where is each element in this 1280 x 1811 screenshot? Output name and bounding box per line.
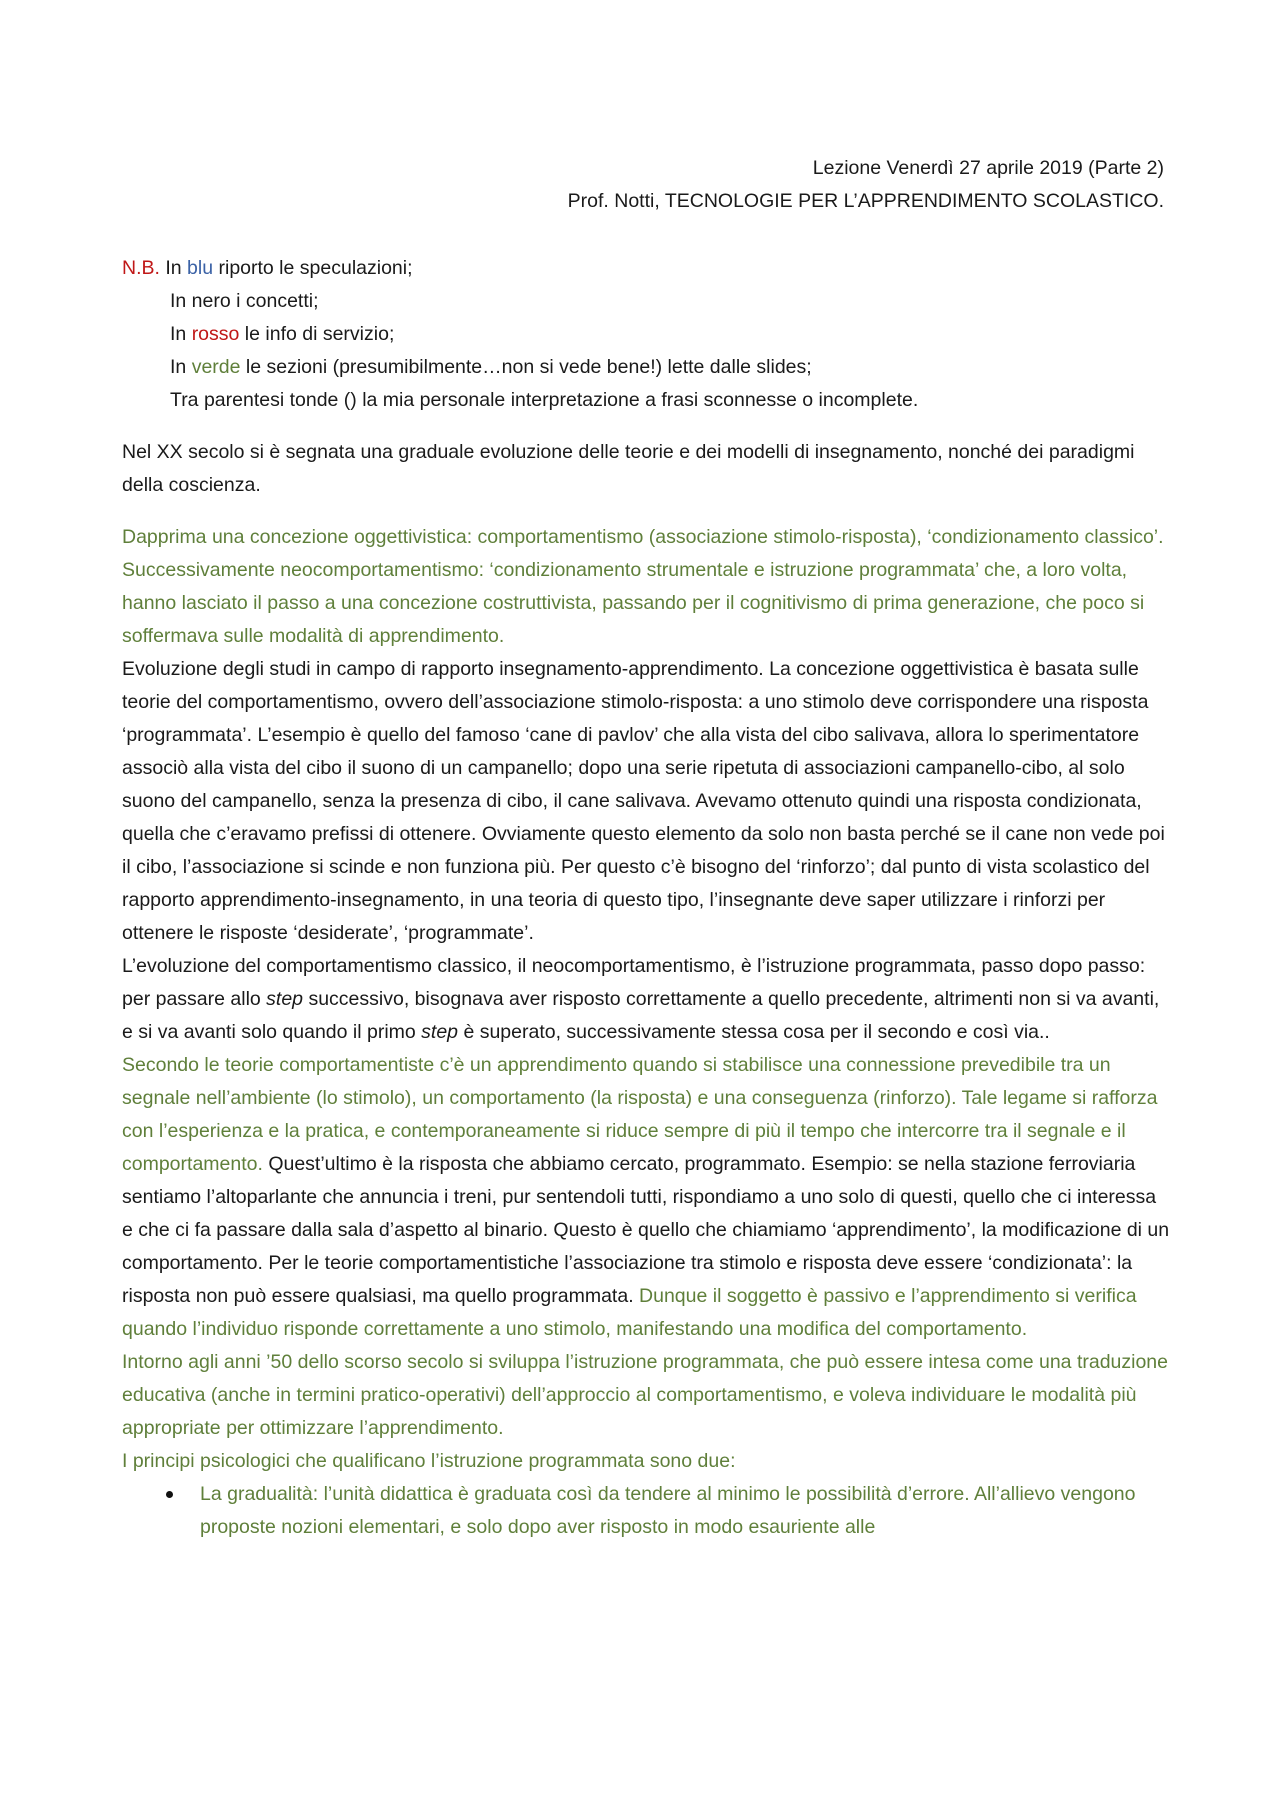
legend-line-black: In nero i concetti; [170, 290, 319, 312]
text-run-green: Dunque il soggetto è passivo e l’apprendimento si verifica quando l’individuo risponde correttamente a uno stimolo, manifestando una modifica del comportamento. [122, 1285, 1137, 1340]
principles-list [122, 1478, 1172, 1544]
list-item-text: La gradualità: l’unità didattica è graduata così da tendere al minimo le possibilità d’errore. All’allievo vengono proposte nozioni elementari, e solo dopo aver risposto in modo esauriente alle [200, 1483, 1136, 1538]
document-body [122, 252, 1172, 1544]
text-run: L’evoluzione del comportamentismo classico, il neocomportamentismo, è l’istruzione programmata, passo dopo passo: per passare allo [122, 955, 1146, 1010]
paragraph-oggettivistica: Dapprima una concezione oggettivistica: comportamentismo (associazione stimolo-risposta), ‘condizionamento classico’. Successivamente neocomportamentismo: ‘condizionamento strumentale e istruzione programmata’ che, a loro volta, hanno lasciato il passo a una concezione costruttivista, passando per il cognitivismo di prima generazione, che poco si soffermava sulle modalità di apprendimento. [122, 526, 1164, 647]
legend-line-parentheses: Tra parentesi tonde () la mia personale interpretazione a frasi sconnesse o incomplete. [170, 389, 919, 411]
paragraph-principi: I principi psicologici che qualificano l’istruzione programmata sono due: [122, 1450, 736, 1472]
legend-color-blue: blu [187, 257, 214, 279]
step-term: step [266, 988, 304, 1010]
legend-text: In [170, 323, 192, 345]
list-item [122, 1478, 1172, 1544]
legend-line-red [122, 318, 1172, 351]
legend-color-red: rosso [191, 323, 240, 345]
legend-text: In [159, 257, 188, 279]
legend-notes [122, 252, 1172, 417]
legend-text: le info di servizio; [239, 323, 395, 345]
text-run-green: Secondo le teorie comportamentiste c’è un apprendimento quando si stabilisce una connessione prevedibile tra un segnale nell’ambiente (lo stimolo), un comportamento (la risposta) e una conseguenza (rinforzo). Tale legame si rafforza con l’esperienza e la pratica, e contemporaneamente si riduce sempre di più il tempo che intercorre tra il segnale e il comportamento. [122, 1054, 1158, 1175]
text-run: successivo, bisognava aver risposto correttamente a quello precedente, altrimenti non si va avanti, e si va avanti solo quando il primo [122, 988, 1160, 1043]
legend-text: In [170, 356, 192, 378]
text-run: Quest’ultimo è la risposta che abbiamo cercato, programmato. Esempio: se nella stazione ferroviaria sentiamo l’altoparlante che annuncia i treni, pur sentendoli tutti, rispondiamo a uno solo di questi, quello che ci interessa e che ci fa passare dalla sala d’aspetto al binario. Questo è quello che chiamiamo ‘apprendimento’, la modificazione di un comportamento. Per le teorie comportamentistiche l’associazione tra stimolo e risposta deve essere ‘condizionata’: la risposta non può essere qualsiasi, ma quello programmata. [122, 1153, 1170, 1307]
legend-color-green: verde [191, 356, 241, 378]
paragraph-istruzione-programmata: Intorno agli anni ’50 dello scorso secolo si sviluppa l’istruzione programmata, che può essere intesa come una traduzione educativa (anche in termini pratico-operativi) dell’approccio al comportamentismo, e voleva individuare le modalità più appropriate per ottimizzare l’apprendimento. [122, 1351, 1169, 1439]
legend-text: riporto le speculazioni; [213, 257, 413, 279]
text-run: è superato, successivamente stessa cosa per il secondo e così via.. [458, 1021, 1050, 1043]
legend-line-blue [122, 252, 1172, 285]
paragraph-pavlov: Evoluzione degli studi in campo di rapporto insegnamento-apprendimento. La concezione oggettivistica è basata sulle teorie del comportamentismo, ovvero dell’associazione stimolo-risposta: a uno stimolo deve corrispondere una risposta ‘programmata’. L’esempio è quello del famoso ‘cane di pavlov’ che alla vista del cibo salivava, allora lo sperimentatore associò alla vista del cibo il suono di un campanello; dopo una serie ripetuta di associazioni campanello-cibo, al solo suono del campanello, senza la presenza di cibo, il cane salivava. Avevamo ottenuto quindi una risposta condizionata, quella che c’eravamo prefissi di ottenere. Ovviamente questo elemento da solo non basta perché se il cane non vede poi il cibo, l’associazione si scinde e non funziona più. Per questo c’è bisogno del ‘rinforzo’; dal punto di vista scolastico del rapporto apprendimento-insegnamento, in una teoria di questo tipo, l’insegnante deve saper utilizzare i rinforzi per ottenere le risposte ‘desiderate’, ‘programmate’. [122, 658, 1165, 944]
lesson-date-line: Lezione Venerdì 27 aprile 2019 (Parte 2) [812, 157, 1164, 179]
intro-paragraph: Nel XX secolo si è segnata una graduale evoluzione delle teorie e dei modelli di insegnamento, nonché dei paradigmi della coscienza. [122, 441, 1135, 496]
main-text-block [122, 521, 1172, 1544]
paragraph-teorie-comportamentiste [122, 1049, 1172, 1346]
legend-text: le sezioni (presumibilmente…non si vede bene!) lette dalle slides; [240, 356, 812, 378]
step-term: step [421, 1021, 459, 1043]
nb-label: N.B. [122, 257, 160, 279]
lesson-header [568, 152, 1164, 218]
legend-line-green [122, 351, 1172, 384]
bullet-icon [166, 1491, 173, 1498]
lesson-course-line: Prof. Notti, TECNOLOGIE PER L’APPRENDIMENTO SCOLASTICO. [567, 190, 1164, 212]
paragraph-neocomportamentismo [122, 950, 1172, 1049]
